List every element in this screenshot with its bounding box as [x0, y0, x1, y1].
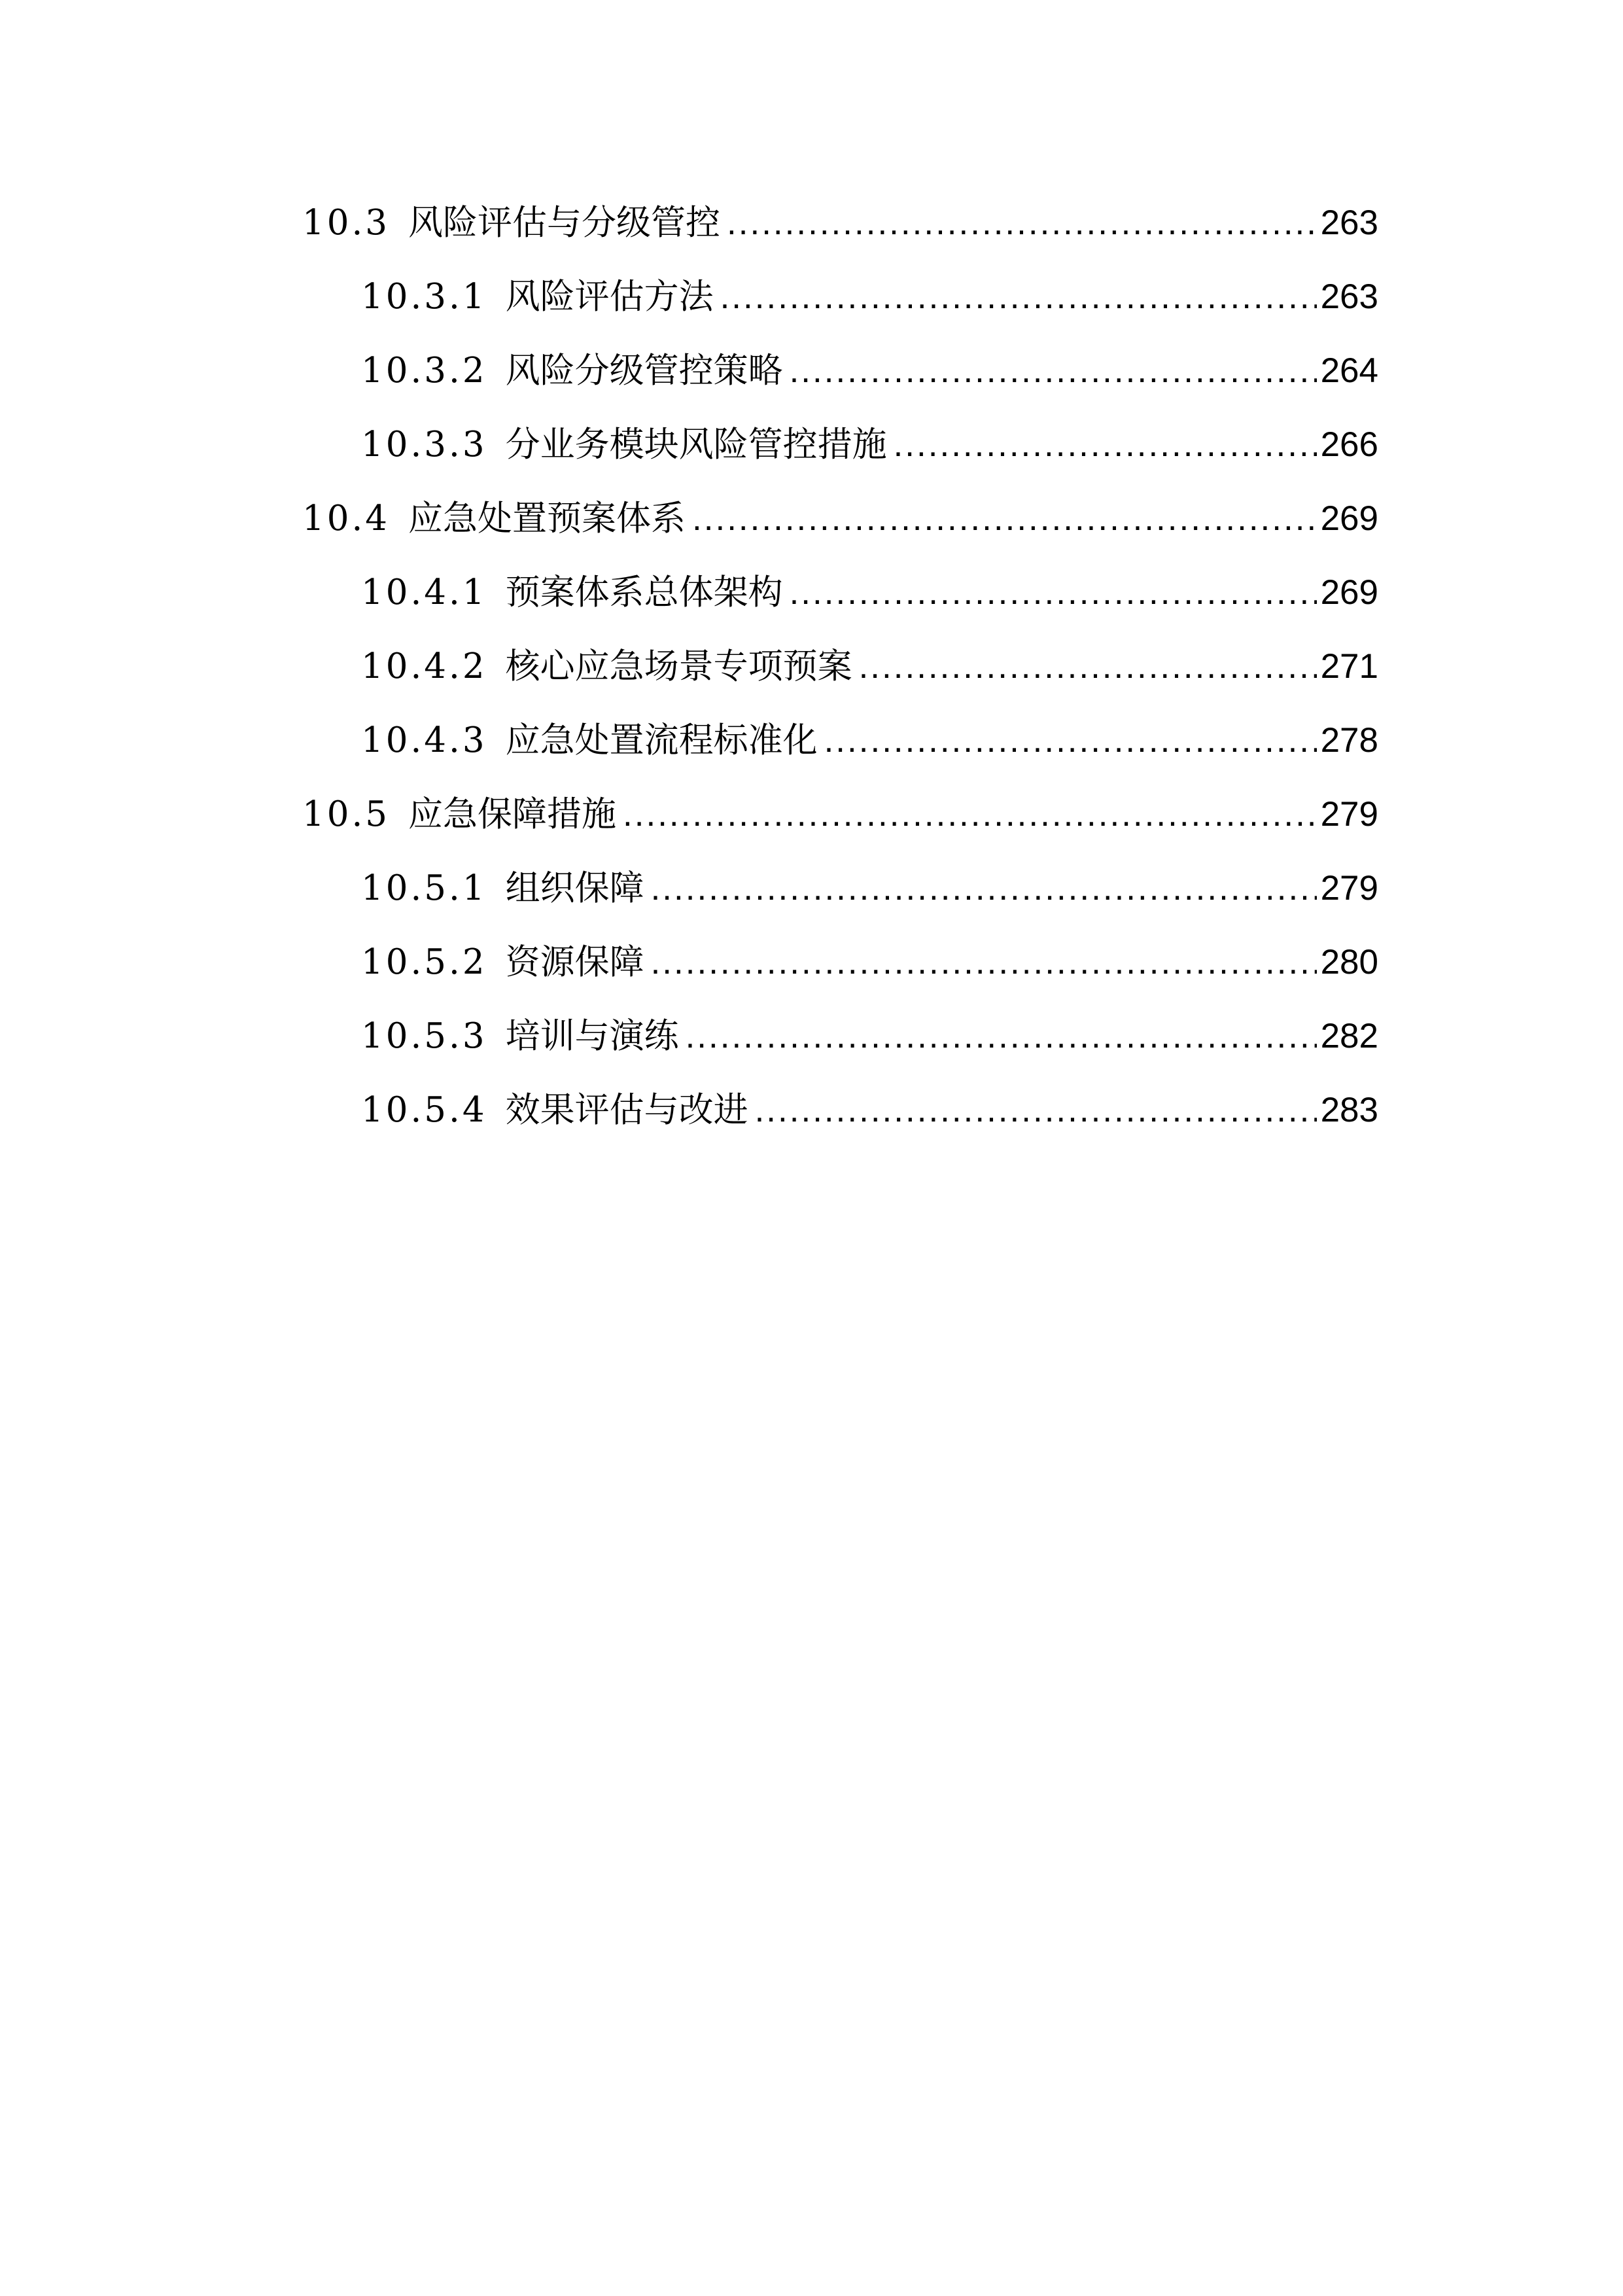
toc-entry-page: 264: [1320, 351, 1378, 390]
toc-entry-title: 预案体系总体架构: [505, 573, 783, 612]
toc-entry-number: 10.3.3: [361, 425, 487, 465]
toc-entry-number: 10.3.2: [361, 351, 487, 391]
toc-entry-title: 风险评估与分级管控: [408, 203, 721, 243]
toc-entry-10-3-1[interactable]: [302, 269, 1378, 343]
toc-entry-10-3-2[interactable]: [302, 343, 1378, 417]
toc-dot-leader: [755, 1082, 1317, 1139]
toc-entry-number: 10.4.3: [361, 720, 487, 760]
toc-entry-number: 10.3.1: [361, 277, 487, 317]
toc-dot-leader: [720, 269, 1317, 325]
toc-dot-leader: [824, 713, 1317, 769]
toc-entry-number: 10.3: [302, 203, 391, 243]
toc-dot-leader: [623, 786, 1317, 843]
toc-entry-number: 10.4.2: [361, 646, 487, 686]
toc-entry-page: 283: [1320, 1091, 1378, 1129]
toc-entry-page: 269: [1320, 499, 1378, 538]
toc-entry-number: 10.5.4: [361, 1090, 487, 1130]
toc-entry-page: 271: [1320, 647, 1378, 686]
toc-dot-leader: [790, 565, 1317, 621]
toc-entry-number: 10.5.1: [361, 868, 487, 908]
toc-entry-page: 279: [1320, 869, 1378, 908]
toc-entry-10-5[interactable]: [302, 786, 1378, 860]
toc-entry-10-5-4[interactable]: [302, 1082, 1378, 1156]
toc-entry-number: 10.5.3: [361, 1016, 487, 1056]
toc-dot-leader: [859, 639, 1317, 695]
toc-entry-10-4-2[interactable]: [302, 639, 1378, 713]
toc-entry-title: 应急处置流程标准化: [505, 720, 818, 760]
toc-entry-10-5-1[interactable]: [302, 860, 1378, 934]
toc-entry-title: 风险分级管控策略: [505, 351, 783, 391]
toc-dot-leader: [651, 860, 1317, 917]
toc-entry-page: 282: [1320, 1017, 1378, 1055]
toc-entry-10-4[interactable]: [302, 491, 1378, 565]
toc-entry-title: 资源保障: [505, 942, 644, 982]
toc-entry-page: 280: [1320, 943, 1378, 981]
toc-entry-page: 278: [1320, 721, 1378, 760]
toc-entry-title: 应急保障措施: [408, 794, 617, 834]
toc-entry-number: 10.5: [302, 794, 391, 834]
toc-entry-title: 核心应急场景专项预案: [505, 646, 852, 686]
toc-entry-10-3-3[interactable]: [302, 417, 1378, 491]
toc-entry-number: 10.4.1: [361, 573, 487, 612]
toc-entry-page: 266: [1320, 425, 1378, 464]
toc-entry-10-5-3[interactable]: [302, 1008, 1378, 1082]
toc-dot-leader: [894, 417, 1317, 473]
toc-entry-title: 组织保障: [505, 868, 644, 908]
toc-entry-10-4-1[interactable]: [302, 565, 1378, 639]
toc-entry-page: 263: [1320, 277, 1378, 316]
toc-entry-title: 分业务模块风险管控措施: [505, 425, 887, 465]
toc-entry-title: 应急处置预案体系: [408, 499, 686, 539]
toc-dot-leader: [790, 343, 1317, 399]
toc-dot-leader: [651, 934, 1317, 991]
toc-entry-title: 风险评估方法: [505, 277, 714, 317]
toc-entry-page: 263: [1320, 203, 1378, 242]
toc-entry-page: 269: [1320, 573, 1378, 612]
toc-dot-leader: [686, 1008, 1317, 1065]
toc-entry-10-5-2[interactable]: [302, 934, 1378, 1008]
toc-dot-leader: [727, 195, 1317, 251]
toc-entry-number: 10.5.2: [361, 942, 487, 982]
table-of-contents: [302, 195, 1378, 1156]
toc-entry-title: 效果评估与改进: [505, 1090, 748, 1130]
toc-entry-title: 培训与演练: [505, 1016, 679, 1056]
toc-entry-page: 279: [1320, 795, 1378, 834]
toc-entry-10-3[interactable]: [302, 195, 1378, 269]
toc-dot-leader: [692, 491, 1317, 547]
toc-entry-10-4-3[interactable]: [302, 713, 1378, 786]
toc-entry-number: 10.4: [302, 499, 391, 539]
